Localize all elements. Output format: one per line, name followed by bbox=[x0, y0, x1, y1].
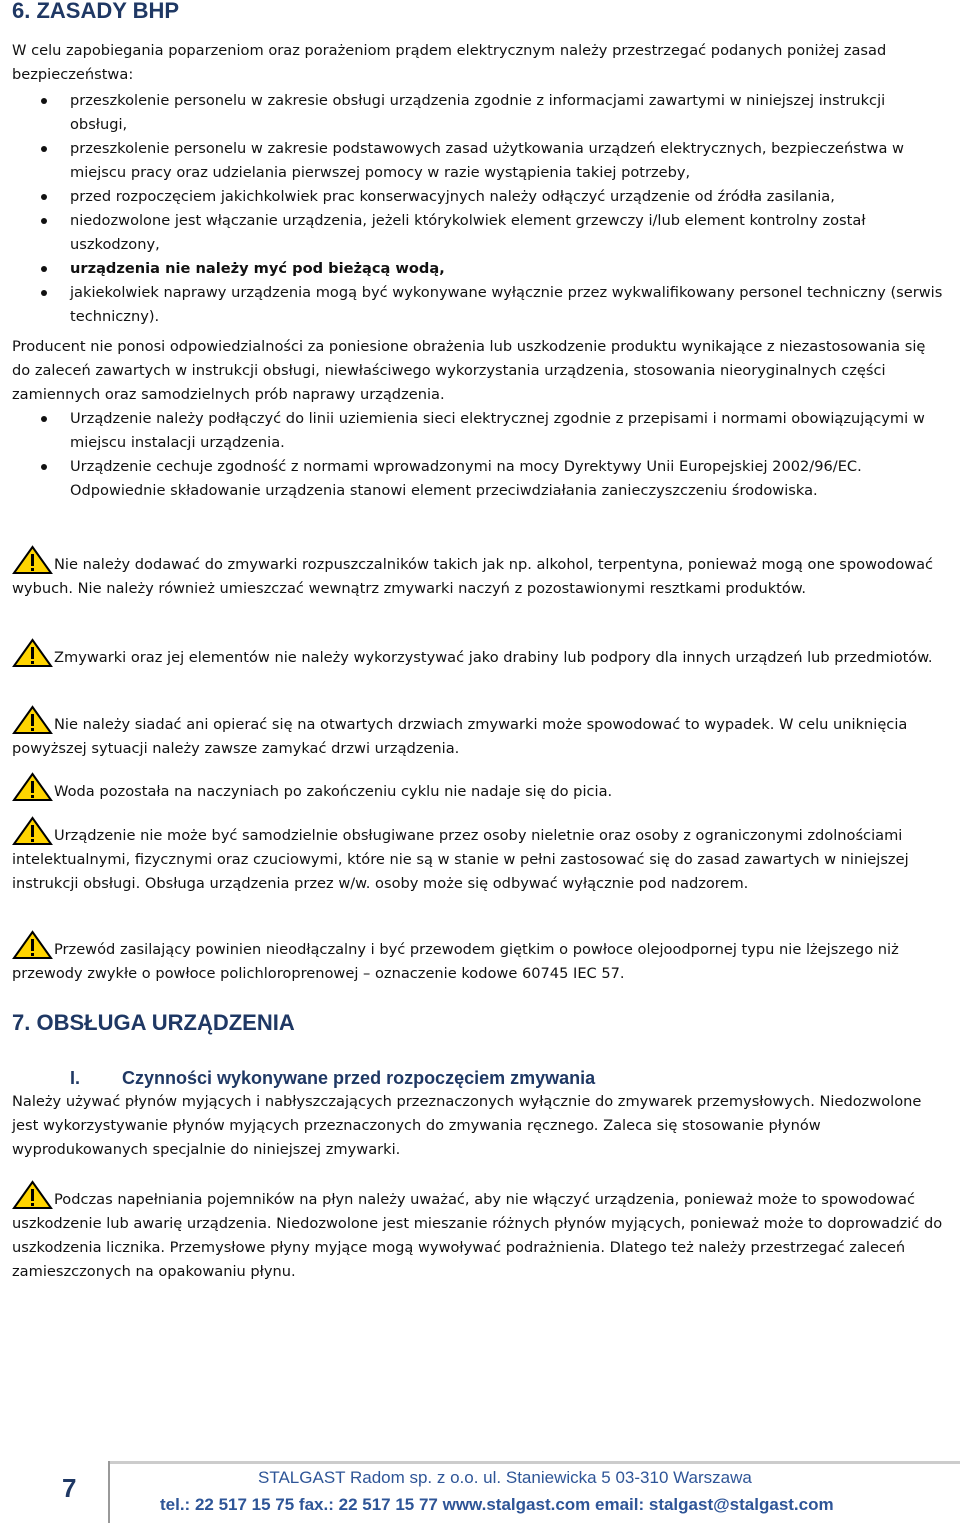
warning-text: Zmywarki oraz jej elementów nie należy wykorzystywać jako drabiny lub podpory dla innych urządzeń lub przedmiotów. bbox=[54, 649, 933, 666]
footer-company: STALGAST Radom sp. z o.o. ul. Staniewicka 5 03-310 Warszawa bbox=[258, 1468, 752, 1487]
warning-paragraph bbox=[12, 705, 946, 761]
warning-text: Urządzenie nie może być samodzielnie obsługiwane przez osoby nieletnie oraz osoby z ograniczonymi zdolnościami intelektualnymi, fizycznymi oraz czuciowymi, które nie są w stanie w pełni zastosować się do zasad zawartych w niniejszej instrukcji obsługi. Obsługa urządzenia przez w/w. osoby może się odbywać wyłącznie pod nadzorem. bbox=[12, 827, 909, 892]
list-item: jakiekolwiek naprawy urządzenia mogą być wykonywane wyłącznie przez wykwalifikowany personel techniczny (serwis techniczny). bbox=[12, 281, 946, 329]
subsection-title bbox=[12, 1067, 595, 1089]
warning-paragraph bbox=[12, 638, 946, 670]
bhp-intro: W celu zapobiegania poparzeniom oraz porażeniom prądem elektrycznym należy przestrzegać podanych poniżej zasad bezpieczeństwa: bbox=[12, 42, 887, 83]
warning-triangle-icon bbox=[12, 816, 53, 846]
operation-text: Należy używać płynów myjących i nabłyszczających przeznaczonych wyłącznie do zmywarek przemysłowych. Niedozwolone jest wykorzystywanie płynów myjących przeznaczonych do zmywania ręcznego. Zaleca się stosowanie płynów wyprodukowanych specjalnie do niniejszej zmywarki. bbox=[12, 1093, 922, 1158]
section-title-bhp: 6. ZASADY BHP bbox=[12, 0, 180, 23]
warning-text: Nie należy dodawać do zmywarki rozpuszczalników takich jak np. alkohol, terpentyna, ponieważ mogą one spowodować wybuch. Nie należy również umieszczać wewnątrz zmywarki naczyń z pozostawionymi resztkami produktów. bbox=[12, 556, 934, 597]
warning-paragraph bbox=[12, 772, 946, 804]
list-item: urządzenia nie należy myć pod bieżącą wodą, bbox=[12, 257, 946, 281]
subsection-label: Czynności wykonywane przed rozpoczęciem zmywania bbox=[122, 1068, 596, 1088]
section-title-operation: 7. OBSŁUGA URZĄDZENIA bbox=[12, 1010, 295, 1035]
footer-contact: tel.: 22 517 15 75 fax.: 22 517 15 77 www.stalgast.com email: stalgast@stalgast.com bbox=[160, 1495, 834, 1514]
bhp-bullet-list bbox=[12, 89, 946, 329]
subsection-number: I. bbox=[70, 1068, 81, 1088]
warning-text: Podczas napełniania pojemników na płyn należy uważać, aby nie włączyć urządzenia, ponieważ może to spowodować uszkodzenie lub awarię urządzenia. Niedozwolone jest mieszanie różnych płynów myjących, ponieważ może to doprowadzić do uszkodzenia licznika. Przemysłowe płyny myjące mogą wywoływać podrażnienia. Dlatego też należy przestrzegać zaleceń zamieszczonych na opakowaniu płynu. bbox=[12, 1191, 943, 1280]
list-item: Urządzenie należy podłączyć do linii uziemienia sieci elektrycznej zgodnie z przepisami i normami obowiązującymi w miejscu instalacji urządzenia. bbox=[12, 407, 946, 455]
producer-note: Producent nie ponosi odpowiedzialności za poniesione obrażenia lub uszkodzenie produktu wynikające z niezastosowania się do zaleceń zawartych w instrukcji obsługi, niewłaściwego wykorzystania urządzenia, stosowania nieoryginalnych części zamiennych oraz samodzielnych prób naprawy urządzenia. bbox=[12, 338, 926, 403]
warning-text: Woda pozostała na naczyniach po zakończeniu cyklu nie nadaje się do picia. bbox=[54, 783, 613, 800]
warning-triangle-icon bbox=[12, 772, 53, 802]
page-footer bbox=[0, 1455, 960, 1523]
extra-bullet-list bbox=[12, 407, 946, 503]
warning-paragraph bbox=[12, 545, 946, 601]
list-item: przed rozpoczęciem jakichkolwiek prac konserwacyjnych należy odłączyć urządzenie od źródła zasilania, bbox=[12, 185, 946, 209]
warning-triangle-icon bbox=[12, 930, 53, 960]
footer-vertical-divider bbox=[108, 1461, 110, 1523]
warning-paragraph bbox=[12, 930, 946, 986]
list-item: Urządzenie cechuje zgodność z normami wprowadzonymi na mocy Dyrektywy Unii Europejskiej 2002/96/EC. Odpowiednie składowanie urządzenia stanowi element przeciwdziałania zanieczyszczeniu środowiska. bbox=[12, 455, 946, 503]
footer-divider bbox=[108, 1461, 960, 1464]
list-item: niedozwolone jest włączanie urządzenia, jeżeli którykolwiek element grzewczy i/lub element kontrolny został uszkodzony, bbox=[12, 209, 946, 257]
warning-text: Nie należy siadać ani opierać się na otwartych drzwiach zmywarki może spowodować to wypadek. W celu uniknięcia powyższej sytuacji należy zawsze zamykać drzwi urządzenia. bbox=[12, 716, 908, 757]
warning-triangle-icon bbox=[12, 1180, 53, 1210]
warning-triangle-icon bbox=[12, 638, 53, 668]
warning-triangle-icon bbox=[12, 545, 53, 575]
warning-triangle-icon bbox=[12, 705, 53, 735]
warning-paragraph bbox=[12, 1180, 946, 1284]
warning-paragraph bbox=[12, 816, 946, 896]
page-number: 7 bbox=[62, 1473, 77, 1503]
list-item: przeszkolenie personelu w zakresie obsługi urządzenia zgodnie z informacjami zawartymi w niniejszej instrukcji obsługi, bbox=[12, 89, 946, 137]
warning-text: Przewód zasilający powinien nieodłączalny i być przewodem giętkim o powłoce olejoodpornej typu nie lżejszego niż przewody zwykłe o powłoce polichloroprenowej – oznaczenie kodowe 60745 IEC 57. bbox=[12, 941, 899, 982]
list-item: przeszkolenie personelu w zakresie podstawowych zasad użytkowania urządzeń elektrycznych, bezpieczeństwa w miejscu pracy oraz udzielania pierwszej pomocy w razie wystąpienia takiej potrzeby, bbox=[12, 137, 946, 185]
